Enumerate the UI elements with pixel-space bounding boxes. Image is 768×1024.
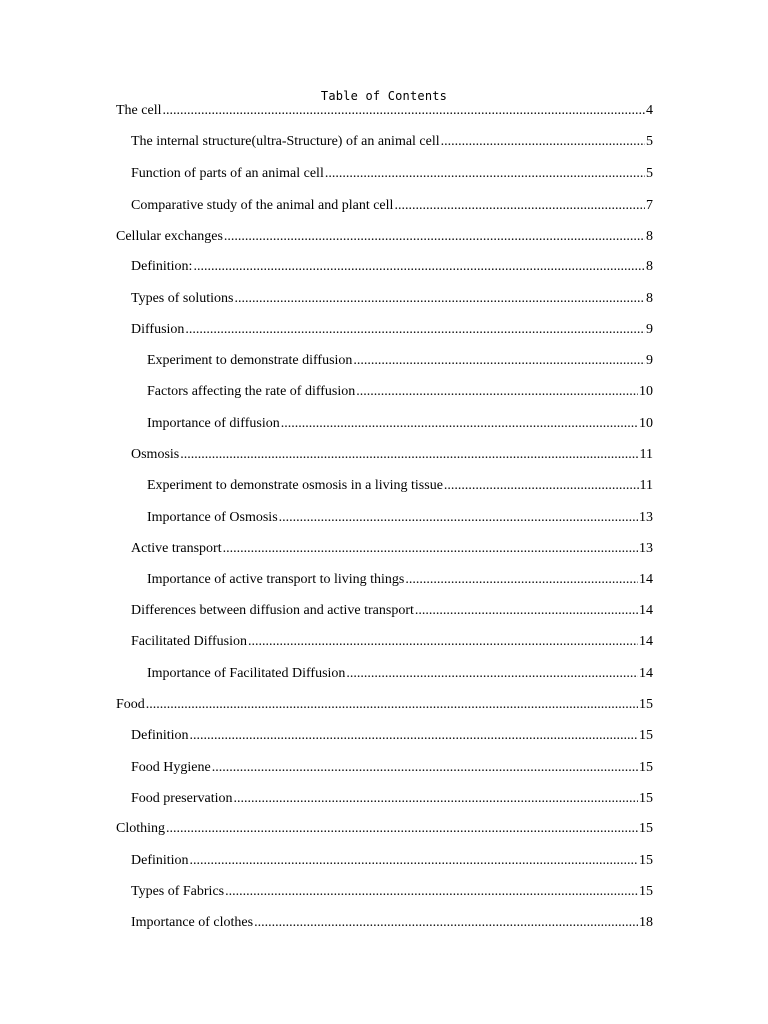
toc-entry[interactable] <box>116 820 653 838</box>
dot-leader <box>224 228 645 246</box>
toc-entry-page: 15 <box>639 884 653 899</box>
toc-entry-label: Definition <box>131 853 189 868</box>
toc-entry-page: 13 <box>639 541 653 556</box>
toc-entry-page: 14 <box>639 603 653 618</box>
dot-leader <box>346 665 638 683</box>
toc-entry-page: 15 <box>639 791 653 806</box>
toc-entry-label: Osmosis <box>131 447 180 462</box>
toc-entry-page: 15 <box>639 853 653 868</box>
toc-entry-label: Clothing <box>116 821 166 836</box>
toc-entry[interactable] <box>131 914 653 932</box>
toc-entry-label: Function of parts of an animal cell <box>131 166 324 181</box>
toc-entry[interactable] <box>131 790 653 808</box>
dot-leader <box>212 759 638 777</box>
toc-entry-page: 4 <box>646 103 653 118</box>
toc-entry-page: 5 <box>646 134 653 149</box>
dot-leader <box>441 133 645 151</box>
toc-entry[interactable] <box>147 477 653 495</box>
toc-entry[interactable] <box>131 290 653 308</box>
dot-leader <box>193 258 645 276</box>
toc-entry[interactable] <box>131 133 653 151</box>
toc-entry-page: 15 <box>639 697 653 712</box>
toc-entry-page: 11 <box>639 478 653 493</box>
toc-entry-label: Food <box>116 697 145 712</box>
toc-entry[interactable] <box>147 509 653 527</box>
dot-leader <box>405 571 638 589</box>
dot-leader <box>353 352 645 370</box>
toc-entry[interactable] <box>147 415 653 433</box>
toc-entry-page: 14 <box>639 572 653 587</box>
toc-entry-page: 8 <box>646 229 653 244</box>
toc-entry-page: 15 <box>639 728 653 743</box>
toc-entry[interactable] <box>131 165 653 183</box>
dot-leader <box>325 165 645 183</box>
dot-leader <box>180 446 638 464</box>
dot-leader <box>248 633 638 651</box>
toc-entry-label: The cell <box>116 103 162 118</box>
toc-entry-label: Importance of Facilitated Diffusion <box>147 666 346 681</box>
toc-entry[interactable] <box>131 602 653 620</box>
dot-leader <box>162 102 645 120</box>
toc-entry-label: Definition: <box>131 259 193 274</box>
toc-entry-page: 9 <box>646 322 653 337</box>
toc-entry-page: 11 <box>639 447 653 462</box>
toc-entry-page: 15 <box>639 760 653 775</box>
toc-entry-label: Types of Fabrics <box>131 884 225 899</box>
toc-entry[interactable] <box>147 383 653 401</box>
toc-entry-label: Importance of active transport to living things <box>147 572 405 587</box>
dot-leader <box>281 415 638 433</box>
dot-leader <box>223 540 638 558</box>
dot-leader <box>279 509 638 527</box>
toc-entry-label: Types of solutions <box>131 291 234 306</box>
toc-entry-page: 14 <box>639 666 653 681</box>
toc-entry[interactable] <box>116 228 653 246</box>
toc-entry-label: Importance of clothes <box>131 915 254 930</box>
toc-entry-label: Comparative study of the animal and plant cell <box>131 198 394 213</box>
toc-title: Table of Contents <box>320 89 448 103</box>
toc-entry-label: Active transport <box>131 541 222 556</box>
dot-leader <box>394 197 645 215</box>
toc-entry-label: Diffusion <box>131 322 185 337</box>
toc-entry-label: Definition <box>131 728 189 743</box>
toc-entry-page: 10 <box>639 416 653 431</box>
toc-entry-label: Facilitated Diffusion <box>131 634 247 649</box>
toc-entry-label: Food preservation <box>131 791 233 806</box>
dot-leader <box>225 883 638 901</box>
toc-entry[interactable] <box>131 446 653 464</box>
toc-entry-label: Importance of diffusion <box>147 416 280 431</box>
toc-entry[interactable] <box>131 759 653 777</box>
toc-entry-label: The internal structure(ultra-Structure) of an animal cell <box>131 134 440 149</box>
toc-entry[interactable] <box>131 197 653 215</box>
toc-entry-page: 9 <box>646 353 653 368</box>
toc-entry[interactable] <box>147 571 653 589</box>
toc-entry[interactable] <box>131 633 653 651</box>
toc-entry-page: 15 <box>639 821 653 836</box>
toc-entry[interactable] <box>147 352 653 370</box>
toc-entry[interactable] <box>131 258 653 276</box>
toc-entry-page: 8 <box>646 259 653 274</box>
toc-entry-label: Factors affecting the rate of diffusion <box>147 384 356 399</box>
toc-entry-label: Food Hygiene <box>131 760 211 775</box>
toc-entry[interactable] <box>116 696 653 714</box>
toc-entry-page: 14 <box>639 634 653 649</box>
dot-leader <box>190 852 638 870</box>
dot-leader <box>356 383 638 401</box>
toc-entry[interactable] <box>131 540 653 558</box>
dot-leader <box>444 477 639 495</box>
toc-entry[interactable] <box>131 883 653 901</box>
toc-entry-label: Experiment to demonstrate diffusion <box>147 353 353 368</box>
toc-entry[interactable] <box>131 727 653 745</box>
toc-entry-label: Importance of Osmosis <box>147 510 278 525</box>
toc-entry-label: Cellular exchanges <box>116 229 223 244</box>
toc-entry-label: Experiment to demonstrate osmosis in a living tissue <box>147 478 443 493</box>
toc-entry[interactable] <box>147 665 653 683</box>
toc-entry-page: 7 <box>646 198 653 213</box>
dot-leader <box>254 914 638 932</box>
toc-entry-label: Differences between diffusion and active transport <box>131 603 414 618</box>
toc-entry[interactable] <box>131 852 653 870</box>
dot-leader <box>166 820 638 838</box>
dot-leader <box>415 602 638 620</box>
toc-entry[interactable] <box>131 321 653 339</box>
toc-entry-page: 8 <box>646 291 653 306</box>
dot-leader <box>234 290 645 308</box>
dot-leader <box>233 790 638 808</box>
dot-leader <box>190 727 638 745</box>
dot-leader <box>146 696 638 714</box>
toc-entry-page: 18 <box>639 915 653 930</box>
toc-entry[interactable] <box>116 102 653 120</box>
dot-leader <box>185 321 645 339</box>
toc-entry-page: 10 <box>639 384 653 399</box>
toc-entry-page: 5 <box>646 166 653 181</box>
toc-entry-page: 13 <box>639 510 653 525</box>
